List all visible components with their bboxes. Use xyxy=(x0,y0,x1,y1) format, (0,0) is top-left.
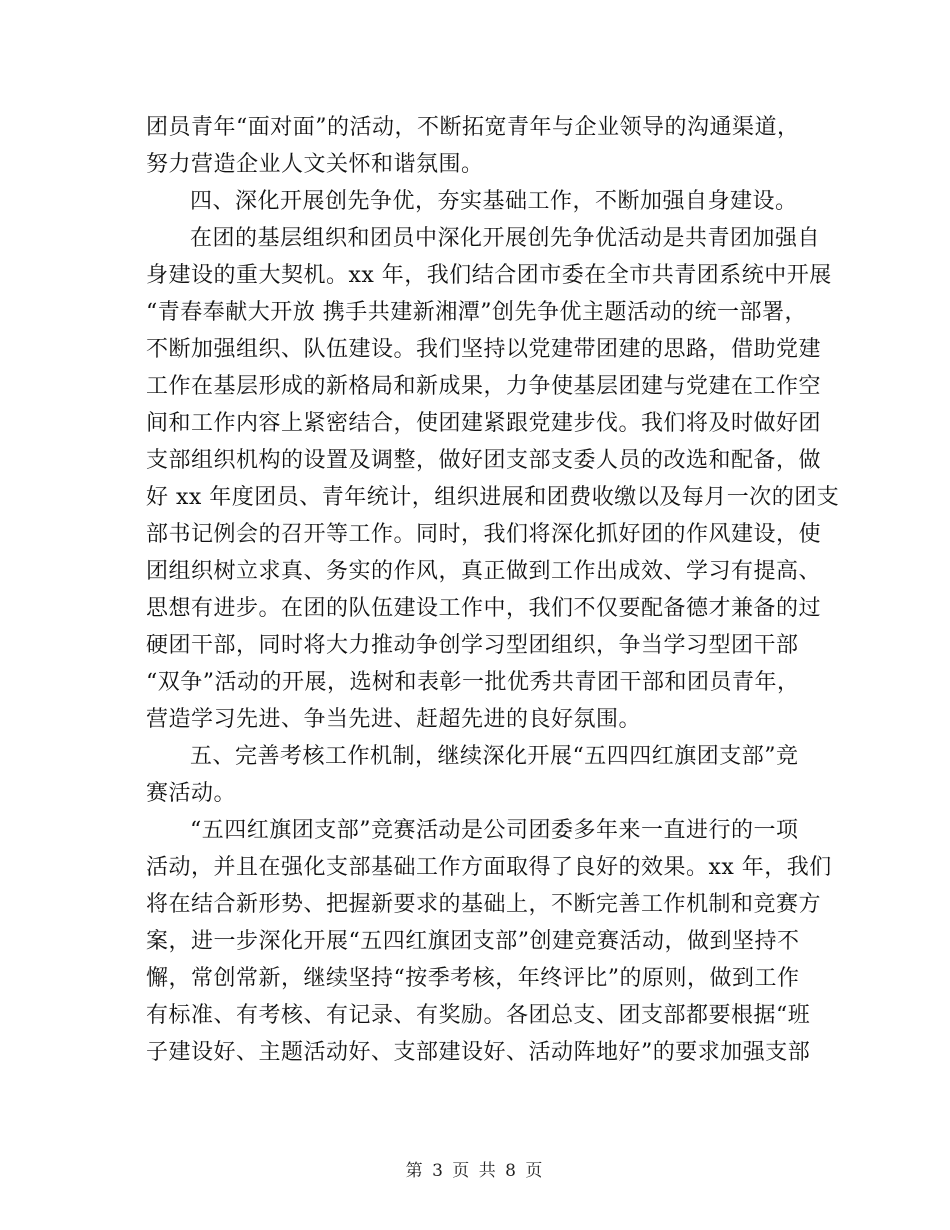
text-line: 将在结合新形势、把握新要求的基础上，不断完善工作机制和竞赛方 xyxy=(146,892,822,917)
text-line: 思想有进步。在团的队伍建设工作中，我们不仅要配备德才兼备的过 xyxy=(146,596,822,621)
section-heading-4: 四、深化开展创先争优，夯实基础工作，不断加强自身建设。 xyxy=(190,189,798,214)
text-line: 身建设的重大契机。xx 年，我们结合团市委在全市共青团系统中开展 xyxy=(146,263,832,288)
text-line: 努力营造企业人文关怀和谐氛围。 xyxy=(146,152,484,177)
section-heading-5: 五、完善考核工作机制，继续深化开展“五四四红旗团支部”竞 xyxy=(190,744,799,769)
text-line: 支部组织机构的设置及调整，做好团支部支委人员的改选和配备，做 xyxy=(146,448,822,473)
text-line: 营造学习先进、争当先进、赶超先进的良好氛围。 xyxy=(146,707,642,732)
page-number: 第 3 页 共 8 页 xyxy=(405,1161,545,1181)
text-line: 工作在基层形成的新格局和新成果，力争使基层团建与党建在工作空 xyxy=(146,374,822,399)
text-line: 有标准、有考核、有记录、有奖励。各团总支、团支部都要根据“班 xyxy=(146,1003,811,1028)
text-line: 间和工作内容上紧密结合，使团建紧跟党建步伐。我们将及时做好团 xyxy=(146,411,822,436)
text-line: 案，进一步深化开展“五四红旗团支部”创建竞赛活动，做到坚持不 xyxy=(146,929,800,954)
text-line: 不断加强组织、队伍建设。我们坚持以党建带团建的思路，借助党建 xyxy=(146,337,822,362)
text-line: 赛活动。 xyxy=(146,781,237,806)
text-line: 团组织树立求真、务实的作风，真正做到工作出成效、学习有提高、 xyxy=(146,559,822,584)
text-line: “青春奉献大开放 携手共建新湘潭”创先争优主题活动的统一部署， xyxy=(146,300,807,325)
text-line: 团员青年“面对面”的活动，不断拓宽青年与企业领导的沟通渠道， xyxy=(146,115,800,140)
text-line: “五四红旗团支部”竞赛活动是公司团委多年来一直进行的一项 xyxy=(190,818,799,843)
text-line: 在团的基层组织和团员中深化开展创先争优活动是共青团加强自 xyxy=(190,226,821,251)
text-line: 懈，常创常新，继续坚持“按季考核，年终评比”的原则，做到工作 xyxy=(146,966,800,991)
text-line: 硬团干部，同时将大力推动争创学习型团组织，争当学习型团干部 xyxy=(146,633,799,658)
text-line: “双争”活动的开展，选树和表彰一批优秀共青团干部和团员青年， xyxy=(146,670,800,695)
text-line: 子建设好、主题活动好、支部建设好、活动阵地好”的要求加强支部 xyxy=(146,1040,811,1065)
text-line: 活动，并且在强化支部基础工作方面取得了良好的效果。xx 年，我们 xyxy=(146,855,832,880)
text-line: 部书记例会的召开等工作。同时，我们将深化抓好团的作风建设，使 xyxy=(146,522,822,547)
text-line: 好 xx 年度团员、青年统计，组织进展和团费收缴以及每月一次的团支 xyxy=(146,485,840,510)
